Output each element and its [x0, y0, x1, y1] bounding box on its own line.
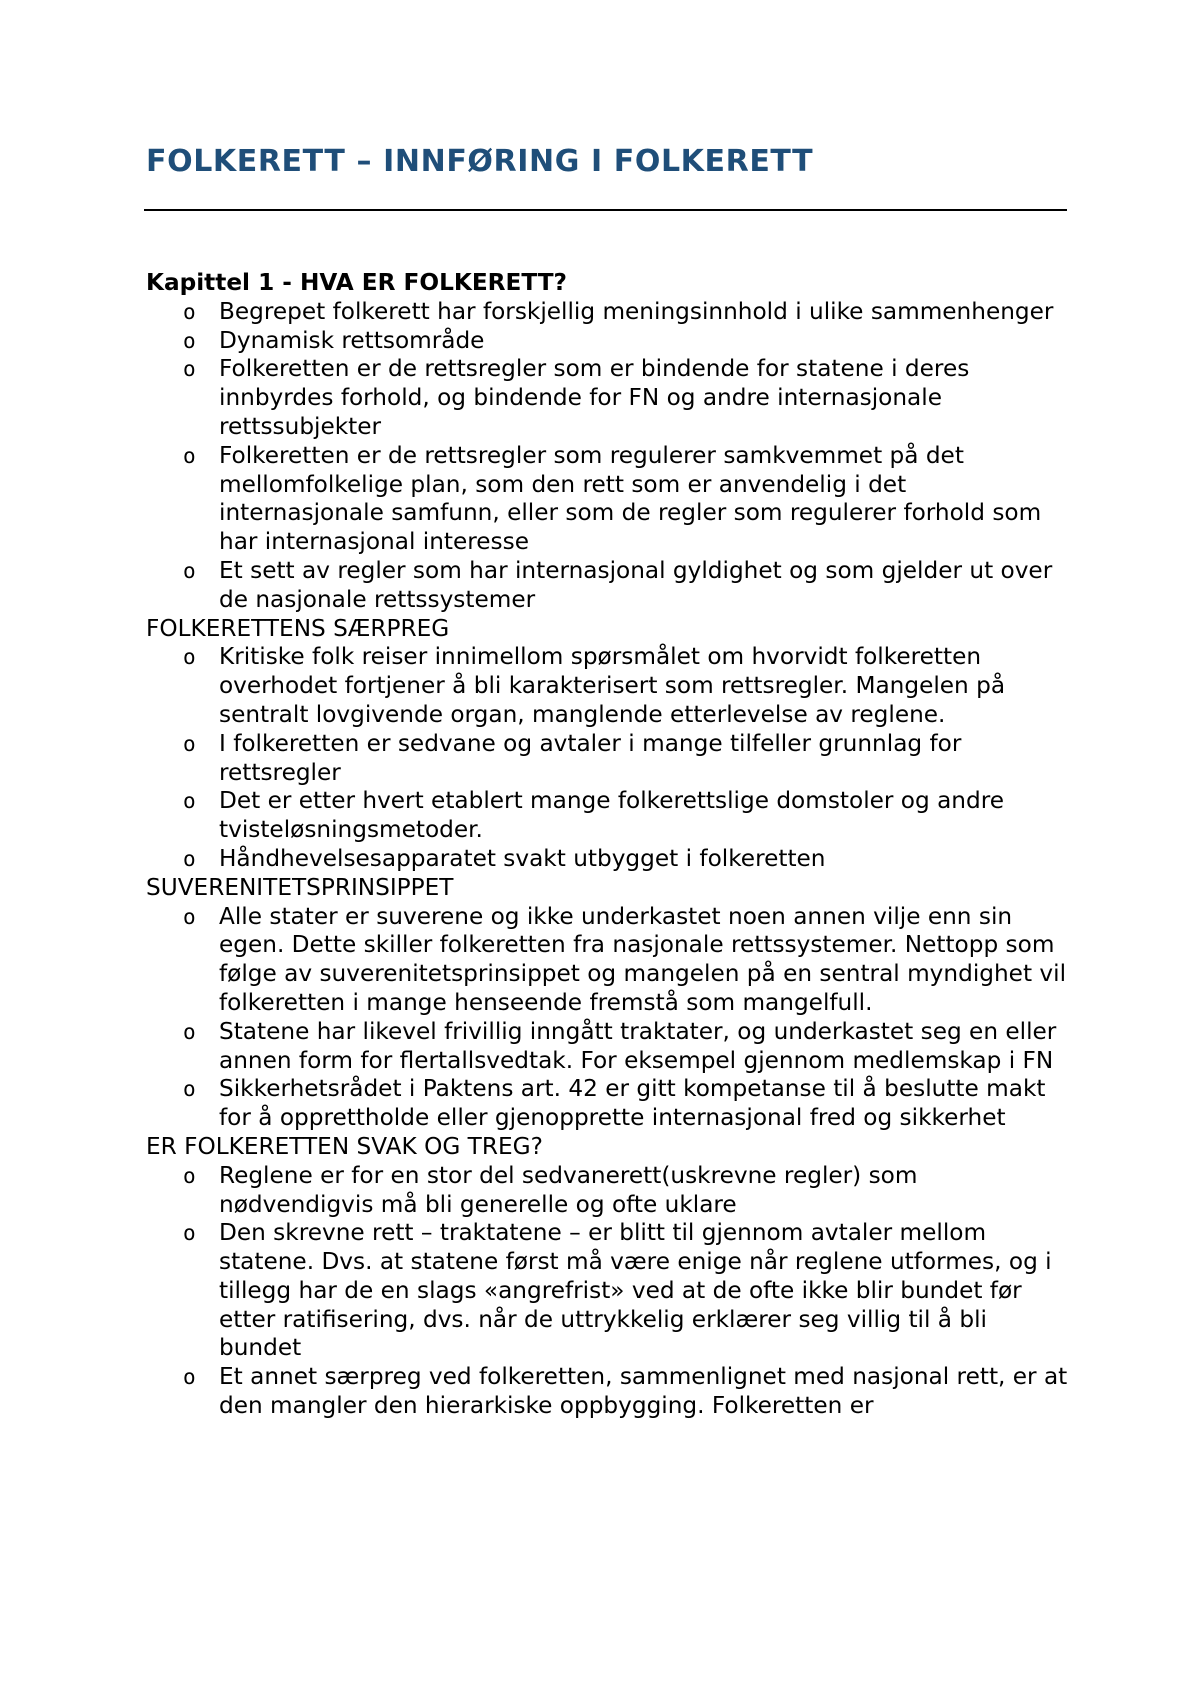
list-item [146, 442, 1076, 557]
bullet-marker: o [183, 645, 196, 670]
list-item [146, 1018, 1076, 1076]
bullet-marker: o [183, 846, 196, 871]
list-item-text: Folkeretten er de rettsregler som regulerer samkvemmet på det mellomfolkelige plan, som den rett som er anvendelig i det internasjonale samfunn, eller som de regler som regulerer forhold som har internasjonal interesse [219, 441, 1042, 556]
bullet-marker: o [183, 1221, 196, 1246]
bullet-marker: o [183, 1365, 196, 1390]
bullet-marker: o [183, 904, 196, 929]
document-body [146, 269, 1076, 1421]
chapter-heading: Kapittel 1 - HVA ER FOLKERETT? [146, 269, 567, 296]
suverenitet-bullet-list [146, 903, 1076, 1133]
list-item [146, 557, 1076, 615]
title-divider [144, 209, 1067, 211]
list-item [146, 845, 1076, 874]
bullet-marker: o [183, 328, 196, 353]
section-heading-suverenitet: SUVERENITETSPRINSIPPET [146, 873, 454, 901]
list-item-text: Reglene er for en stor del sedvanerett(uskrevne regler) som nødvendigvis må bli generelle og ofte uklare [219, 1161, 918, 1218]
list-item [146, 1363, 1076, 1421]
saerpreg-bullet-list [146, 643, 1076, 873]
bullet-marker: o [183, 731, 196, 756]
list-item-text: Kritiske folk reiser innimellom spørsmålet om hvorvidt folkeretten overhodet fortjener å bli karakterisert som rettsregler. Mangelen på sentralt lovgivende organ, manglende etterlevelse av reglene. [219, 643, 1006, 728]
list-item [146, 1075, 1076, 1133]
list-item [146, 1162, 1076, 1220]
bullet-marker: o [183, 299, 196, 324]
list-item [146, 643, 1076, 729]
list-item-text: Statene har likevel frivillig inngått traktater, og underkastet seg en eller annen form for flertallsvedtak. For eksempel gjennom medlemskap i FN [219, 1017, 1057, 1074]
section-heading-svak-og-treg: ER FOLKERETTEN SVAK OG TREG? [146, 1132, 543, 1160]
section-heading-saerpreg: FOLKERETTENS SÆRPREG [146, 614, 450, 642]
list-item [146, 903, 1076, 1018]
list-item [146, 327, 1076, 356]
list-item [146, 355, 1076, 441]
bullet-marker: o [183, 1077, 196, 1102]
list-item-text: Det er etter hvert etablert mange folkerettslige domstoler og andre tvisteløsningsmetoder. [219, 787, 1004, 844]
list-item [146, 1219, 1076, 1363]
list-item-text: Dynamisk rettsområde [219, 326, 485, 354]
list-item-text: Sikkerhetsrådet i Paktens art. 42 er gitt kompetanse til å beslutte makt for å opprettholde eller gjenopprette internasjonal fred og sikkerhet [219, 1075, 1046, 1132]
list-item-text: Håndhevelsesapparatet svakt utbygget i folkeretten [219, 844, 826, 872]
list-item-text: Begrepet folkerett har forskjellig meningsinnhold i ulike sammenhenger [219, 297, 1054, 325]
bullet-marker: o [183, 558, 196, 583]
list-item-text: I folkeretten er sedvane og avtaler i mange tilfeller grunnlag for rettsregler [219, 729, 962, 786]
document-title: FOLKERETT – INNFØRING I FOLKERETT [146, 144, 814, 179]
list-item [146, 730, 1076, 788]
list-item [146, 787, 1076, 845]
bullet-marker: o [183, 357, 196, 382]
list-item-text: Et annet særpreg ved folkeretten, sammenlignet med nasjonal rett, er at den mangler den hierarkiske oppbygging. Folkeretten er [219, 1363, 1068, 1420]
list-item-text: Folkeretten er de rettsregler som er bindende for statene i deres innbyrdes forhold, og bindende for FN og andre internasjonale rettssubjekter [219, 355, 970, 440]
bullet-marker: o [183, 1019, 196, 1044]
svak-og-treg-bullet-list [146, 1162, 1076, 1421]
bullet-marker: o [183, 443, 196, 468]
bullet-marker: o [183, 789, 196, 814]
list-item-text: Et sett av regler som har internasjonal gyldighet og som gjelder ut over de nasjonale rettssystemer [219, 556, 1053, 613]
list-item-text: Alle stater er suverene og ikke underkastet noen annen vilje enn sin egen. Dette skiller folkeretten fra nasjonale rettssystemer. Nettopp som følge av suverenitetsprinsippet og mangelen på en sentral myndighet vil folkeretten i mange henseende fremstå som mangelfull. [219, 902, 1067, 1016]
bullet-marker: o [183, 1163, 196, 1188]
list-item [146, 298, 1076, 327]
chapter-bullet-list [146, 298, 1076, 615]
list-item-text: Den skrevne rett – traktatene – er blitt til gjennom avtaler mellom statene. Dvs. at statene først må være enige når reglene utformes, og i tillegg har de en slags «angrefrist» ved at de ofte ikke blir bundet før etter ratifisering, dvs. når de uttrykkelig erklærer seg villig til å bli bundet [219, 1219, 1052, 1362]
